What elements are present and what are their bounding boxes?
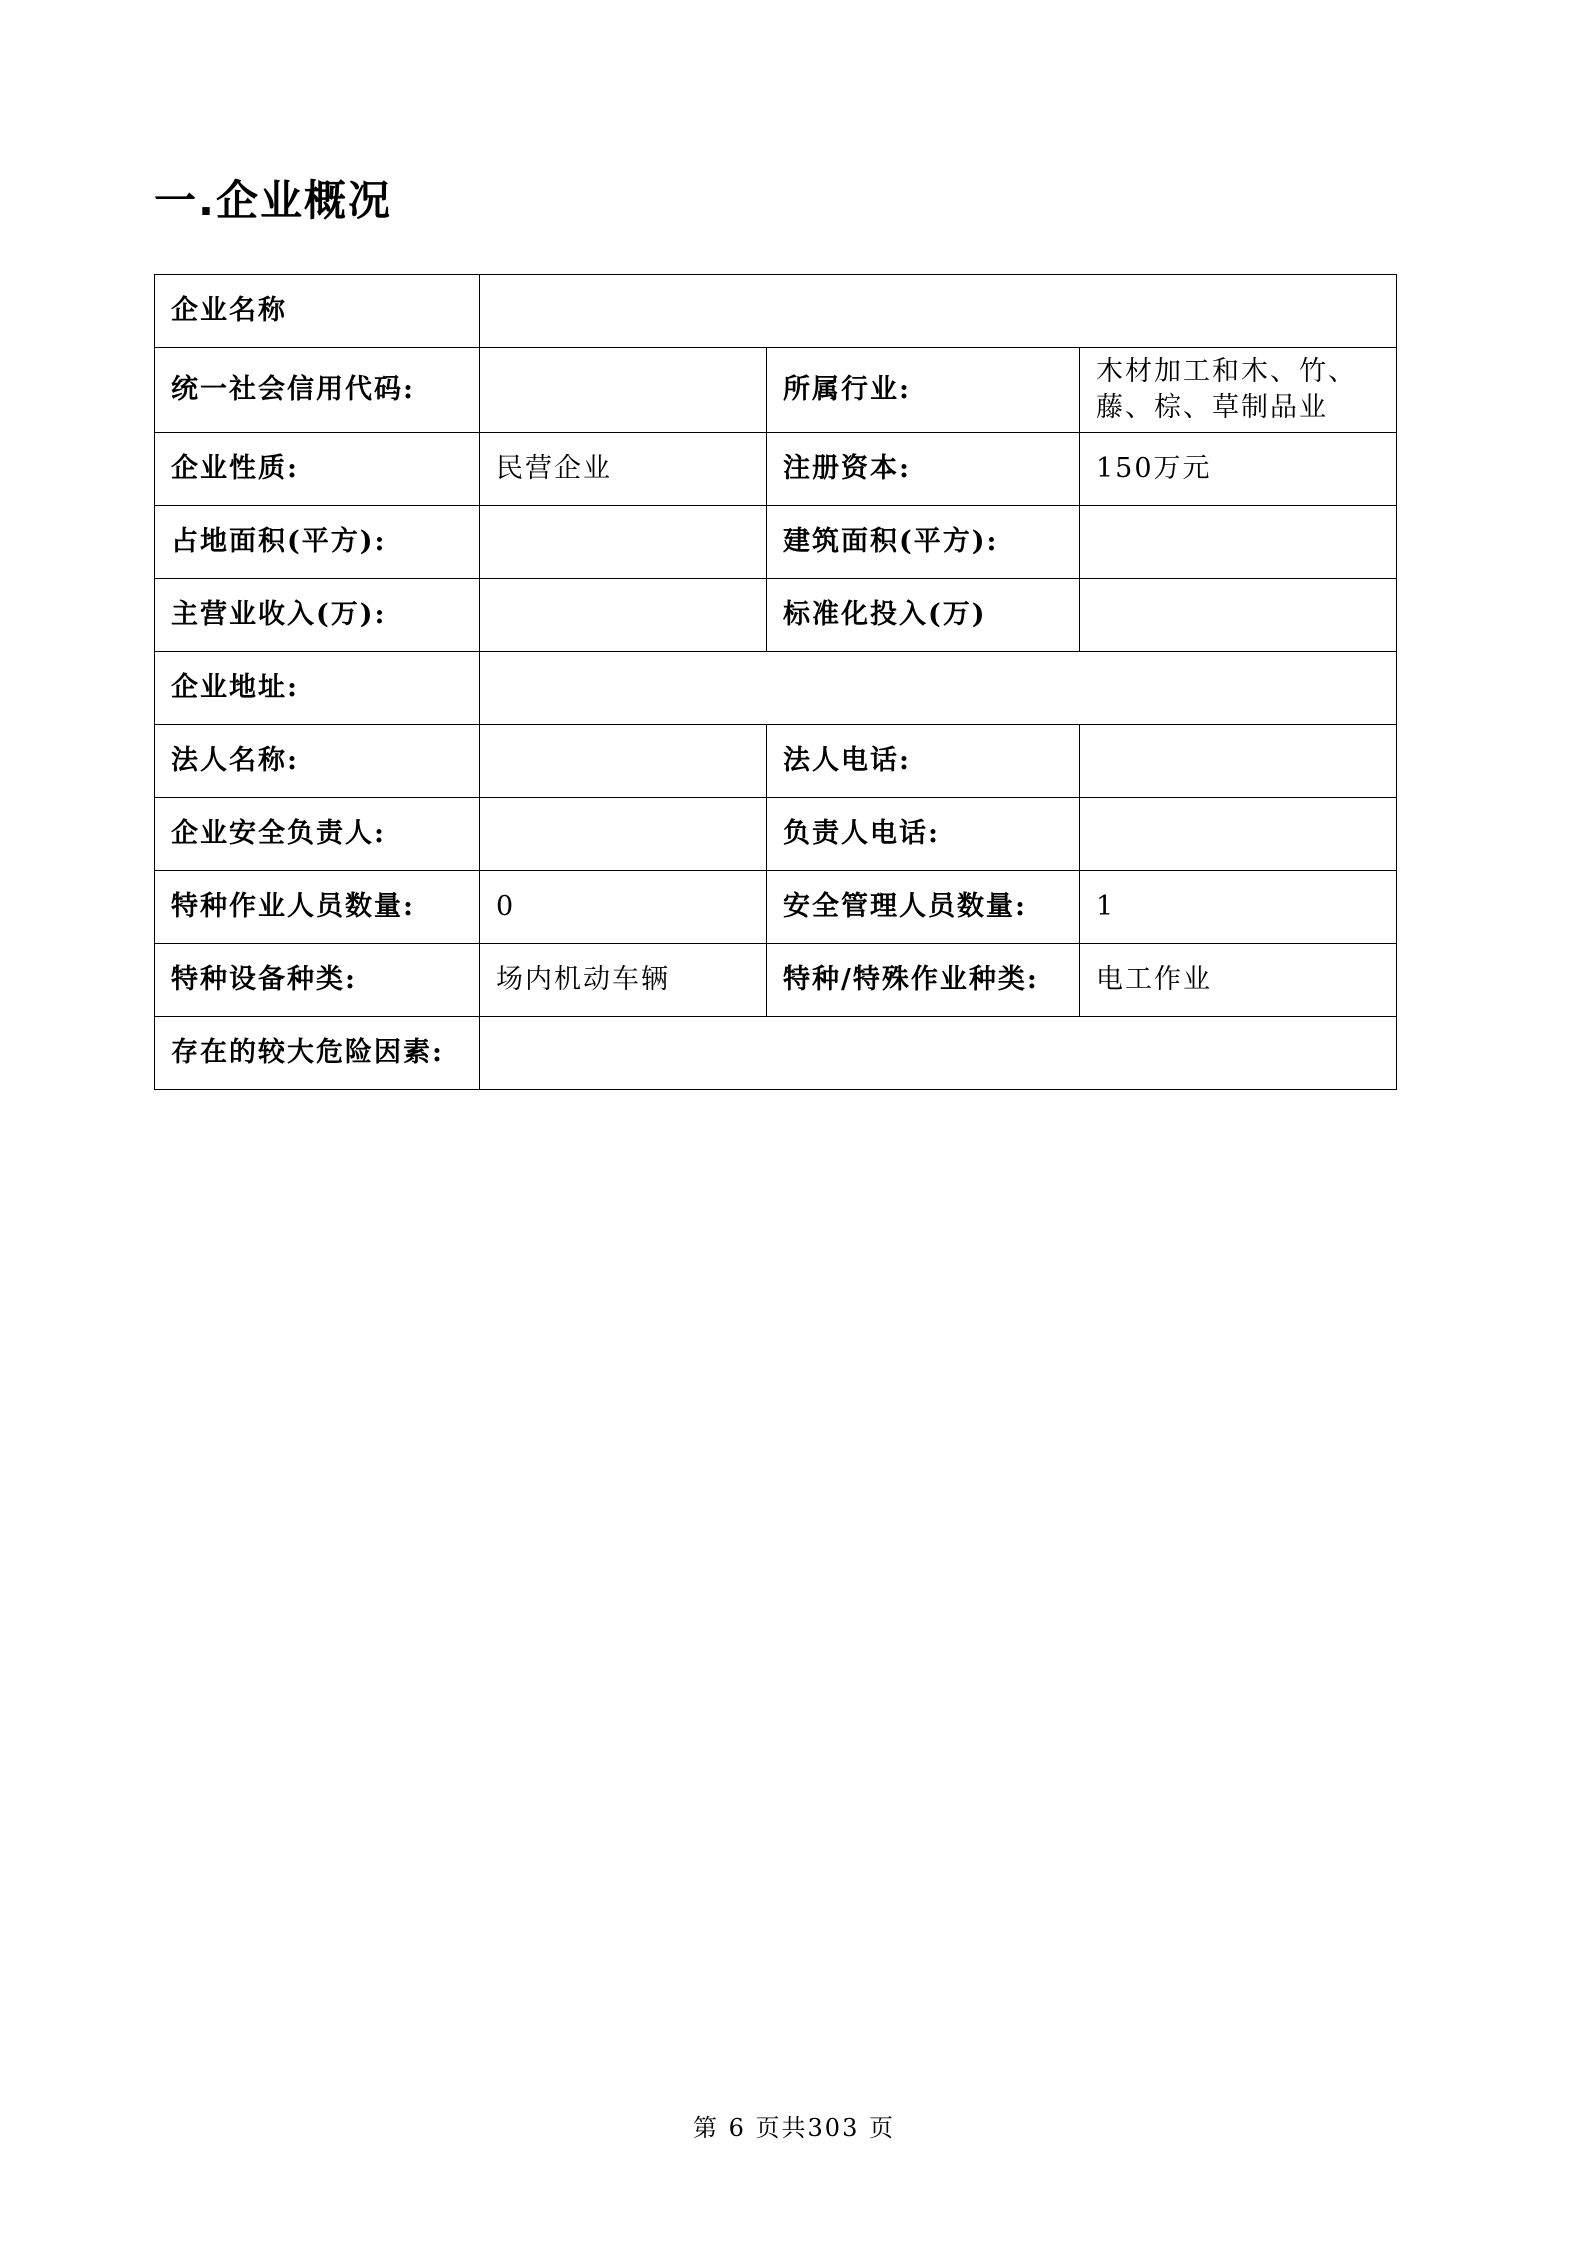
table-row (155, 433, 1397, 506)
safety-staff-count-value: 1 (1080, 871, 1397, 944)
table-row (155, 275, 1397, 348)
safety-manager-label: 企业安全负责人: (155, 798, 480, 871)
enterprise-type-label: 企业性质: (155, 433, 480, 506)
company-address-value (480, 652, 1397, 725)
industry-label: 所属行业: (767, 348, 1080, 433)
land-area-label: 占地面积(平方): (155, 506, 480, 579)
enterprise-type-value: 民营企业 (480, 433, 767, 506)
credit-code-label: 统一社会信用代码: (155, 348, 480, 433)
manager-phone-value (1080, 798, 1397, 871)
special-operators-count-value: 0 (480, 871, 767, 944)
safety-staff-count-label: 安全管理人员数量: (767, 871, 1080, 944)
company-overview-table (154, 274, 1397, 1090)
table-row (155, 871, 1397, 944)
legal-rep-name-label: 法人名称: (155, 725, 480, 798)
registered-capital-value: 150万元 (1080, 433, 1397, 506)
standardization-investment-label: 标准化投入(万) (767, 579, 1080, 652)
building-area-value (1080, 506, 1397, 579)
special-operation-type-value: 电工作业 (1080, 944, 1397, 1017)
table-row (155, 1017, 1397, 1090)
main-revenue-value (480, 579, 767, 652)
building-area-label: 建筑面积(平方): (767, 506, 1080, 579)
land-area-value (480, 506, 767, 579)
standardization-investment-value (1080, 579, 1397, 652)
table-row (155, 944, 1397, 1017)
table-row (155, 579, 1397, 652)
special-equipment-type-value: 场内机动车辆 (480, 944, 767, 1017)
special-operation-type-label: 特种/特殊作业种类: (767, 944, 1080, 1017)
table-row (155, 506, 1397, 579)
legal-rep-phone-value (1080, 725, 1397, 798)
legal-rep-name-value (480, 725, 767, 798)
credit-code-value (480, 348, 767, 433)
section-title: 一.企业概况 (154, 176, 392, 225)
registered-capital-label: 注册资本: (767, 433, 1080, 506)
main-revenue-label: 主营业收入(万): (155, 579, 480, 652)
special-operators-count-label: 特种作业人员数量: (155, 871, 480, 944)
major-hazards-value (480, 1017, 1397, 1090)
table-row (155, 798, 1397, 871)
company-address-label: 企业地址: (155, 652, 480, 725)
industry-value: 木材加工和木、竹、藤、棕、草制品业 (1080, 348, 1397, 433)
table-row (155, 652, 1397, 725)
safety-manager-value (480, 798, 767, 871)
special-equipment-type-label: 特种设备种类: (155, 944, 480, 1017)
company-name-label: 企业名称 (155, 275, 480, 348)
company-name-value (480, 275, 1397, 348)
manager-phone-label: 负责人电话: (767, 798, 1080, 871)
page-number: 第 6 页共303 页 (693, 2114, 895, 2142)
legal-rep-phone-label: 法人电话: (767, 725, 1080, 798)
table-row (155, 348, 1397, 433)
table-row (155, 725, 1397, 798)
major-hazards-label: 存在的较大危险因素: (155, 1017, 480, 1090)
